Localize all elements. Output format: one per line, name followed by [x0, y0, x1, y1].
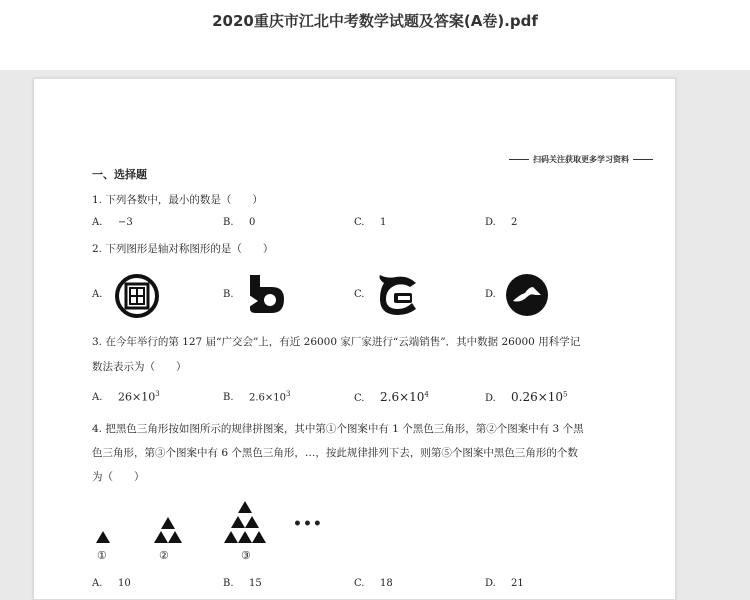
- triangle: [231, 516, 245, 528]
- triangle: [96, 531, 110, 543]
- figure-label-3: ③: [241, 549, 251, 562]
- q1-option-c: C. 1: [354, 217, 387, 228]
- q1-option-a: A. −3: [92, 217, 133, 228]
- figure-label-2: ②: [159, 549, 169, 562]
- triangle: [224, 531, 238, 543]
- q4-option-a: A. 10: [92, 578, 131, 589]
- triangle: [238, 501, 252, 513]
- q3-option-b: B. $2.6\times 10^3$: [223, 390, 291, 404]
- triangle: [168, 531, 182, 543]
- b-logo-icon: [242, 271, 286, 317]
- question-4-stem-line-1: 4. 把黑色三角形按如图所示的规律拼图案，其中第①个图案中有 1 个黑色三角形，第②个图案中有 3 个黑: [92, 423, 584, 435]
- header-note: 扫码关注获取更多学习资料: [505, 154, 657, 165]
- q4-option-c: C. 18: [354, 578, 393, 589]
- triangle: [161, 517, 175, 529]
- question-4-stem-line-3: 为（ ）: [92, 471, 145, 483]
- question-2-stem: 2. 下列图形是轴对称图形的是（ ）: [92, 243, 274, 255]
- triangle: [245, 516, 259, 528]
- question-3-stem-line-2: 数法表示为（ ）: [92, 361, 187, 373]
- triangle: [252, 531, 266, 543]
- question-1-stem: 1. 下列各数中，最小的数是（ ）: [92, 194, 263, 206]
- pdf-page: [33, 78, 676, 600]
- bank-logo-icon: [114, 273, 160, 319]
- viewer-toolbar: [0, 0, 750, 70]
- q2-option-c-label: C.: [354, 289, 365, 300]
- q1-option-d: D. 2: [485, 217, 518, 228]
- section-title: 一、选择题: [92, 168, 147, 181]
- q1-option-b: B. 0: [223, 217, 256, 228]
- ellipsis: •••: [293, 516, 323, 532]
- q4-option-d: D. 21: [485, 578, 524, 589]
- document-title: 2020重庆市江北中考数学试题及答案(A卷).pdf: [212, 12, 538, 30]
- figure-label-1: ①: [97, 549, 107, 562]
- q2-option-b-label: B.: [223, 289, 234, 300]
- q2-option-a-label: A.: [92, 289, 103, 300]
- question-3-stem-line-1: 3. 在今年举行的第 127 届“广交会”上，有近 26000 家厂家进行“云端销售”．其中数据 26000 用科学记: [92, 336, 581, 348]
- triangle: [238, 531, 252, 543]
- q3-option-d: D. $0.26\times 10^5$: [485, 390, 568, 404]
- triangle: [154, 531, 168, 543]
- q3-option-c: C. $2.6\times 10^4$: [354, 390, 429, 404]
- dragon-logo-icon: [374, 273, 422, 317]
- q4-option-b: B. 15: [223, 578, 262, 589]
- question-4-stem-line-2: 色三角形，第③个图案中有 6 个黑色三角形，…，按此规律排列下去，则第⑤个图案中黑色三角形的个数: [92, 447, 578, 459]
- mountain-logo-icon: [505, 273, 549, 317]
- q3-option-a: A. $26\times 10^3$: [92, 390, 160, 404]
- q2-option-d-label: D.: [485, 289, 496, 300]
